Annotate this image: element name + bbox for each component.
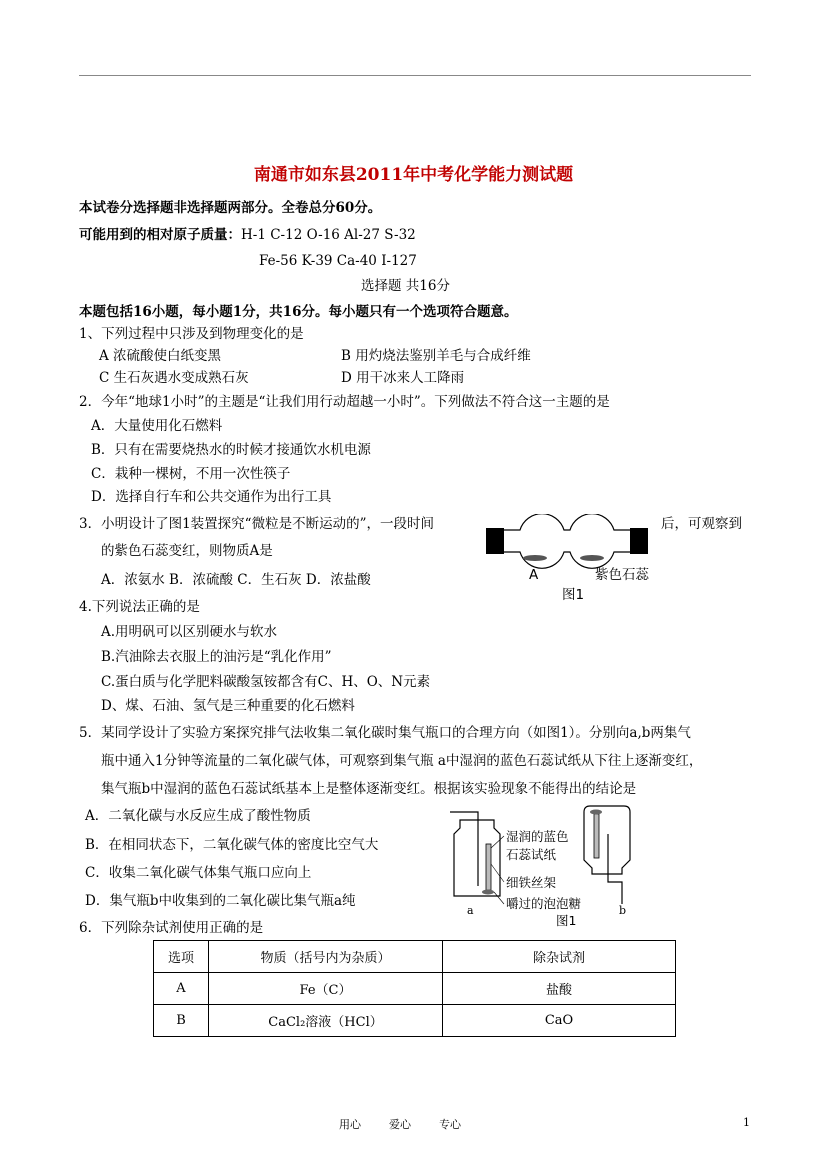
q3-stem-part1: 3．小明设计了图1装置探究“微粒是不断运动的”，一段时间 [79,516,434,532]
figure-label-wire-frame: 细铁丝架 [506,875,557,890]
q2-option-a: A．大量使用化石燃料 [91,418,223,434]
q5-option-d: D．集气瓶b中收集到的二氧化碳比集气瓶a纯 [85,893,356,909]
section-heading: 选择题 共16分 [361,278,450,294]
table-cell: CaCl₂溶液（HCl） [209,1005,443,1037]
table-header-row [154,941,676,973]
q5-line1: 5．某同学设计了实验方案探究排气法收集二氧化碳时集气瓶口的合理方向（如图1）。分别向a,b两集气 [79,725,691,741]
q1-option-b: B 用灼烧法鉴别羊毛与合成纤维 [341,348,531,364]
figure-caption: 图1 [556,913,577,928]
page-title: 南通市如东县2011年中考化学能力测试题 [253,165,574,185]
table-header-cell: 除杂试剂 [443,941,676,973]
figure-label-wet-paper: 湿润的蓝色 [506,829,569,844]
q6-table [153,940,676,1037]
q2-option-c: C．栽种一棵树，不用一次性筷子 [91,466,291,482]
figure-label-gum: 嚼过的泡泡糖 [506,896,582,911]
figure-label-litmus-paper: 石蕊试纸 [506,847,557,862]
q5-line3: 集气瓶b中湿润的蓝色石蕊试纸基本上是整体逐渐变红。根据该实验现象不能得出的结论是 [101,781,637,797]
page-number: 1 [743,1116,750,1129]
q4-option-d: D、煤、石油、氢气是三种重要的化石燃料 [101,698,355,714]
q3-stem-part2: 后，可观察到 [661,516,742,532]
q4-option-a: A.用明矾可以区别硬水与软水 [101,624,278,640]
table-cell: CaO [443,1005,676,1037]
table-header-cell: 选项 [154,941,209,973]
figure-1-label-litmus: 紫色石蕊 [595,567,649,583]
atomic-masses-label: 可能用到的相对原子质量： [79,227,241,243]
section-instructions: 本题包括16小题，每小题1分，共16分。每小题只有一个选项符合题意。 [79,304,518,320]
atomic-masses [79,226,416,244]
q1-option-c: C 生石灰遇水变成熟石灰 [99,370,249,386]
table-cell: 盐酸 [443,973,676,1005]
footer-text-3: 专心 [439,1118,461,1131]
table-cell: B [154,1005,209,1037]
figure-1-caption: 图1 [562,587,585,603]
q4-stem: 4.下列说法正确的是 [79,599,200,615]
header-rule [79,75,751,76]
q1-option-d: D 用干冰来人工降雨 [341,370,465,386]
table-row [154,973,676,1005]
q4-option-b: B.汽油除去衣服上的油污是“乳化作用” [101,649,332,665]
footer-text-1: 用心 [339,1118,361,1131]
table-cell: A [154,973,209,1005]
q5-option-b: B．在相同状态下，二氧化碳气体的密度比空气大 [85,837,379,853]
q4-option-c: C.蛋白质与化学肥料碳酸氢铵都含有C、H、O、N元素 [101,674,431,690]
figure-1-label-a: A [529,567,539,583]
table-header-cell: 物质（括号内为杂质） [209,941,443,973]
q6-stem: 6．下列除杂试剂使用正确的是 [79,920,264,936]
q3-options: A．浓氨水 B．浓硫酸 C．生石灰 D．浓盐酸 [101,572,371,588]
intro-line: 本试卷分选择题非选择题两部分。全卷总分60分。 [79,200,382,216]
footer-text-2: 爱心 [389,1118,411,1131]
figure-label-b: b [619,904,627,917]
atomic-masses-values-1: H-1 C-12 O-16 Al-27 S-32 [241,227,416,243]
q5-line2: 瓶中通入1分钟等流量的二氧化碳气体，可观察到集气瓶 a中湿润的蓝色石蕊试纸从下往上逐渐变红， [101,753,703,769]
q5-option-c: C．收集二氧化碳气体集气瓶口应向上 [85,865,312,881]
atomic-masses-values-2: Fe-56 K-39 Ca-40 I-127 [259,253,417,269]
q2-option-b: B．只有在需要烧热水的时候才接通饮水机电源 [91,442,371,458]
table-row [154,1005,676,1037]
q1-option-a: A 浓硫酸使白纸变黑 [99,348,222,364]
table-cell: Fe（C） [209,973,443,1005]
q2-stem: 2．今年“地球1小时”的主题是“让我们用行动超越一小时”。下列做法不符合这一主题的是 [79,394,610,410]
q5-option-a: A．二氧化碳与水反应生成了酸性物质 [85,808,311,824]
figure-label-a: a [467,904,474,917]
q3-stem-line2: 的紫色石蕊变红，则物质A是 [101,543,273,559]
q1-stem: 1、下列过程中只涉及到物理变化的是 [79,326,304,342]
q2-option-d: D．选择自行车和公共交通作为出行工具 [91,489,332,505]
